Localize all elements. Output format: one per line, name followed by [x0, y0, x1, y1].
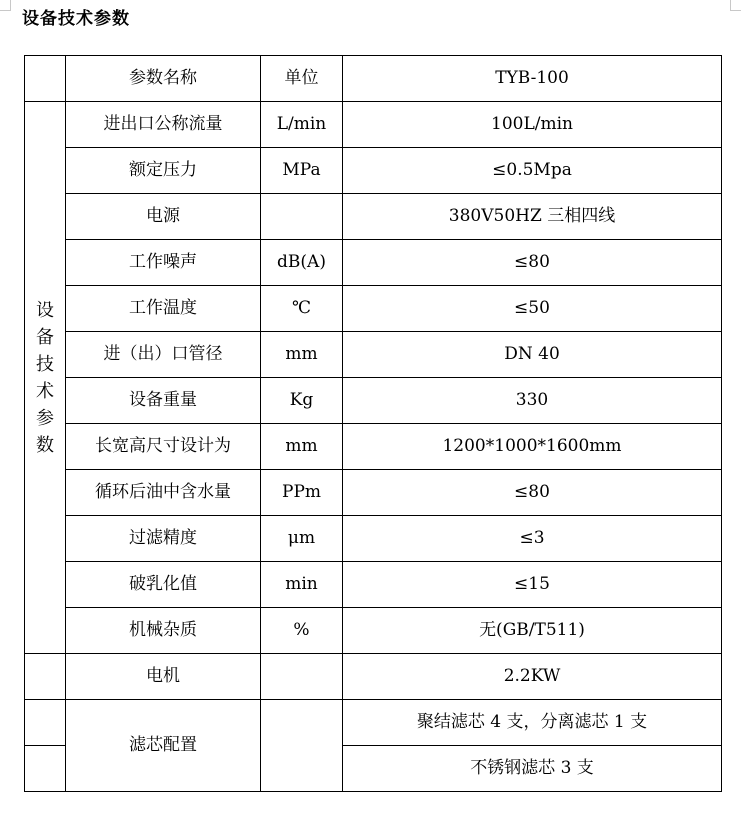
- table-row: [25, 240, 722, 286]
- param-unit: L/min: [261, 102, 343, 148]
- param-name: 工作噪声: [66, 240, 261, 286]
- param-unit: ℃: [261, 286, 343, 332]
- param-name: 进出口公称流量: [66, 102, 261, 148]
- param-value: ≤3: [343, 516, 722, 562]
- param-name: 额定压力: [66, 148, 261, 194]
- param-unit: PPm: [261, 470, 343, 516]
- spec-table: [24, 55, 722, 792]
- param-value: ≤80: [343, 470, 722, 516]
- table-row: [25, 516, 722, 562]
- filter-row: [25, 700, 722, 746]
- table-row: [25, 470, 722, 516]
- param-unit: mm: [261, 424, 343, 470]
- param-name: 进（出）口管径: [66, 332, 261, 378]
- param-name: 破乳化值: [66, 562, 261, 608]
- param-unit: mm: [261, 332, 343, 378]
- header-model-cell: TYB-100: [343, 56, 722, 102]
- header-name-cell: 参数名称: [66, 56, 261, 102]
- param-unit: Kg: [261, 378, 343, 424]
- motor-name: 电机: [66, 654, 261, 700]
- table-row: [25, 424, 722, 470]
- filter-blank-cell-2: [25, 746, 66, 792]
- document-title: 设备技术参数: [22, 9, 130, 29]
- table-row: [25, 332, 722, 378]
- param-name: 设备重量: [66, 378, 261, 424]
- motor-blank-cell: [25, 654, 66, 700]
- filter-unit: [261, 700, 343, 792]
- param-name: 循环后油中含水量: [66, 470, 261, 516]
- group-label-text: 设备技术参数: [36, 299, 54, 456]
- param-value: ≤50: [343, 286, 722, 332]
- param-unit: dB(A): [261, 240, 343, 286]
- header-unit-cell: 单位: [261, 56, 343, 102]
- param-name: 过滤精度: [66, 516, 261, 562]
- table-row: [25, 378, 722, 424]
- header-blank-cell: [25, 56, 66, 102]
- corner-crop-mark-right: [730, 0, 741, 11]
- motor-value: 2.2KW: [343, 654, 722, 700]
- table-row: [25, 194, 722, 240]
- param-value: 330: [343, 378, 722, 424]
- param-name: 电源: [66, 194, 261, 240]
- motor-row: [25, 654, 722, 700]
- param-value: ≤15: [343, 562, 722, 608]
- motor-unit: [261, 654, 343, 700]
- table-row: [25, 562, 722, 608]
- param-name: 工作温度: [66, 286, 261, 332]
- param-value: ≤80: [343, 240, 722, 286]
- table-header-row: [25, 56, 722, 102]
- param-name: 机械杂质: [66, 608, 261, 654]
- corner-crop-mark-left: [0, 0, 11, 11]
- param-value: 100L/min: [343, 102, 722, 148]
- table-row: [25, 102, 722, 148]
- group-label-cell: [25, 102, 66, 654]
- filter-name: 滤芯配置: [66, 700, 261, 792]
- filter-blank-cell-1: [25, 700, 66, 746]
- param-value: 无(GB/T511): [343, 608, 722, 654]
- table-row: [25, 148, 722, 194]
- param-value: 380V50HZ 三相四线: [343, 194, 722, 240]
- param-unit: min: [261, 562, 343, 608]
- param-unit: [261, 194, 343, 240]
- param-unit: μm: [261, 516, 343, 562]
- param-value: ≤0.5Mpa: [343, 148, 722, 194]
- param-value: 1200*1000*1600mm: [343, 424, 722, 470]
- param-unit: MPa: [261, 148, 343, 194]
- param-unit: %: [261, 608, 343, 654]
- table-row: [25, 608, 722, 654]
- param-name: 长宽高尺寸设计为: [66, 424, 261, 470]
- table-row: [25, 286, 722, 332]
- filter-value-coalescing: 聚结滤芯 4 支，分离滤芯 1 支: [343, 700, 722, 746]
- filter-value-stainless: 不锈钢滤芯 3 支: [343, 746, 722, 792]
- param-value: DN 40: [343, 332, 722, 378]
